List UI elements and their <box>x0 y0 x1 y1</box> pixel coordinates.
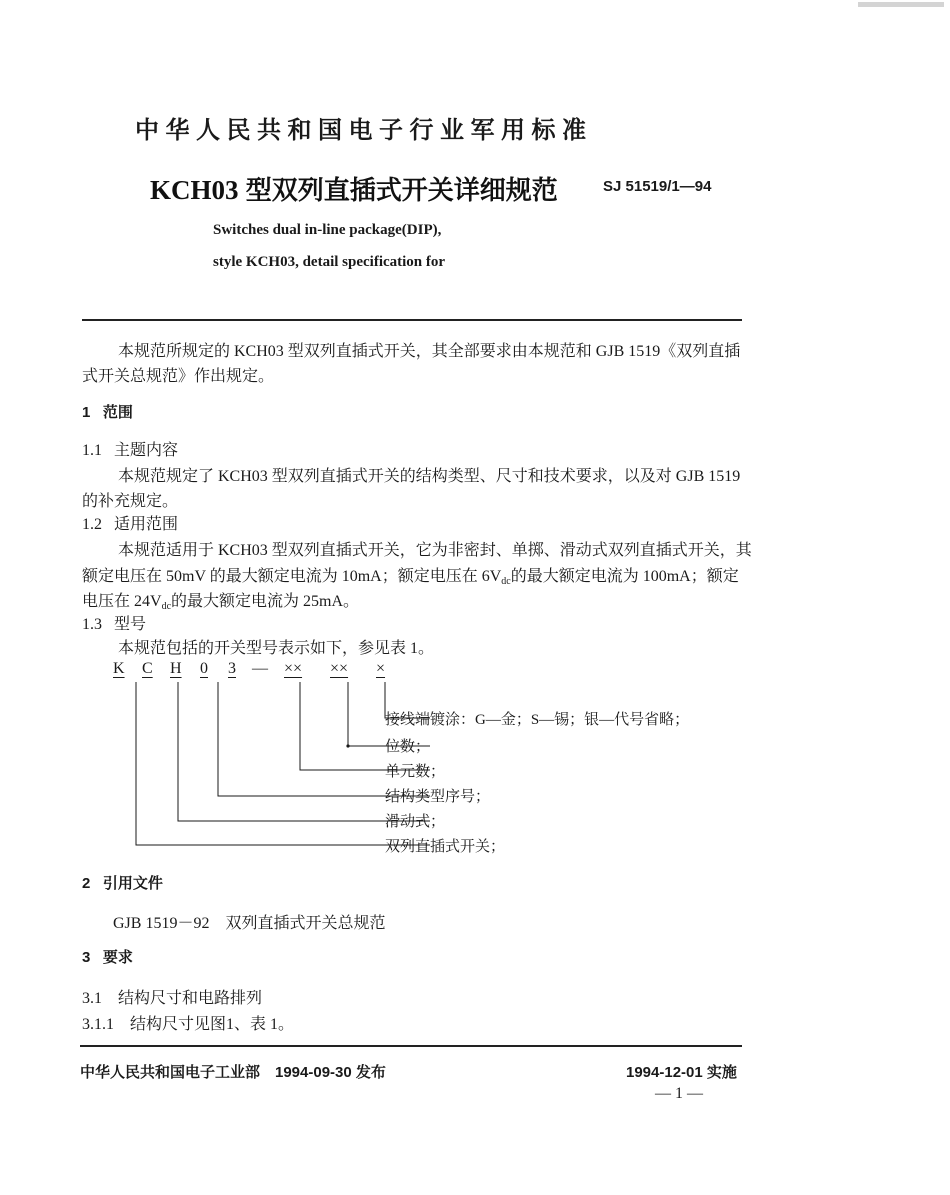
s13-line1: 本规范包括的开关型号表示如下，参见表 1。 <box>118 640 435 657</box>
section-number: 3 <box>82 949 91 966</box>
code-dash: — <box>252 660 268 677</box>
section-title: 范围 <box>102 404 133 421</box>
standard-category: 中华人民共和国电子行业军用标准 <box>135 117 593 144</box>
english-title-line2: style KCH03, detail specification for <box>213 254 446 270</box>
intro-line1: 本规范所规定的 KCH03 型双列直插式开关，其全部要求由本规范和 GJB 1519《双列直插 <box>118 343 741 360</box>
label-unit-count: 单元数； <box>385 764 446 780</box>
subscript-dc: dc <box>501 576 511 587</box>
s12-line3 <box>82 588 359 612</box>
section-1-2-heading <box>82 511 178 534</box>
section-2-heading <box>82 872 163 893</box>
label-plating: 接线端镀涂：G—金；S—锡；银—代号省略； <box>385 712 690 728</box>
section-title: 引用文件 <box>102 875 163 892</box>
section-1-heading <box>82 401 133 422</box>
model-code-leader-lines <box>100 658 430 858</box>
code-plating: × <box>376 660 386 677</box>
s11-line1: 本规范规定了 KCH03 型双列直插式开关的结构类型、尺寸和技术要求，以及对 GJB 1519 <box>118 468 741 485</box>
section-1-1-heading <box>82 437 178 460</box>
code-unit-count: ×× <box>284 660 303 677</box>
section-3-1-1: 3.1.1 结构尺寸见图1、表 1。 <box>82 1016 295 1033</box>
section-number: 1.3 <box>82 616 102 633</box>
issue-info: 中华人民共和国电子工业部 1994-09-30 发布 <box>80 1064 386 1081</box>
s12-line2-b: 的最大额定电流为 100mA；额定 <box>510 568 739 585</box>
intro-line2: 式开关总规范》作出规定。 <box>82 368 275 385</box>
title-model: KCH03 <box>150 175 239 205</box>
subscript-dc: dc <box>161 601 172 612</box>
section-title: 要求 <box>102 949 133 966</box>
footer-divider <box>80 1045 742 1047</box>
s11-line2: 的补充规定。 <box>82 493 179 510</box>
section-1-3-heading <box>82 611 146 634</box>
section-title: 适用范围 <box>114 516 179 533</box>
section-number: 1.2 <box>82 516 102 533</box>
s12-line1: 本规范适用于 KCH03 型双列直插式开关，它为非密封、单掷、滑动式双列直插式开关，其 <box>118 542 752 559</box>
document-number: SJ 51519/1—94 <box>603 178 712 195</box>
title-text: 型双列直插式开关详细规范 <box>245 175 558 205</box>
code-char-k: K <box>113 660 125 677</box>
section-title: 主题内容 <box>114 442 179 459</box>
leader-dot <box>346 744 349 747</box>
section-3-1: 3.1 结构尺寸和电路排列 <box>82 990 263 1007</box>
label-slide-type: 滑动式； <box>385 814 446 830</box>
code-char-3: 3 <box>228 660 236 677</box>
english-title-line1: Switches dual in-line package(DIP), <box>213 222 442 238</box>
section-number: 2 <box>82 875 91 892</box>
s12-line2-a: 额定电压在 50mV 的最大额定电流为 10mA；额定电压在 6V <box>82 568 502 585</box>
s12-line2 <box>82 563 739 587</box>
code-char-h: H <box>170 660 182 677</box>
section-number: 1 <box>82 404 91 421</box>
code-char-0: 0 <box>200 660 208 677</box>
label-dip-switch: 双列直插式开关； <box>385 839 506 855</box>
code-char-c: C <box>142 660 153 677</box>
label-structure-type: 结构类型序号； <box>385 789 491 805</box>
watermark <box>858 2 944 7</box>
code-position-count: ×× <box>330 660 349 677</box>
page-title <box>150 170 558 207</box>
page-number: — 1 — <box>655 1085 703 1102</box>
effective-date: 1994-12-01 实施 <box>626 1064 737 1081</box>
section-number: 1.1 <box>82 442 102 459</box>
section-3-heading <box>82 946 133 967</box>
label-position-count: 位数； <box>385 739 431 755</box>
section-title: 型号 <box>114 616 147 633</box>
header-divider <box>82 319 742 321</box>
s12-line3-a: 电压在 24V <box>82 593 162 610</box>
s12-line3-b: 的最大额定电流为 25mA。 <box>171 593 360 610</box>
reference-document: GJB 1519－92 双列直插式开关总规范 <box>113 915 386 932</box>
